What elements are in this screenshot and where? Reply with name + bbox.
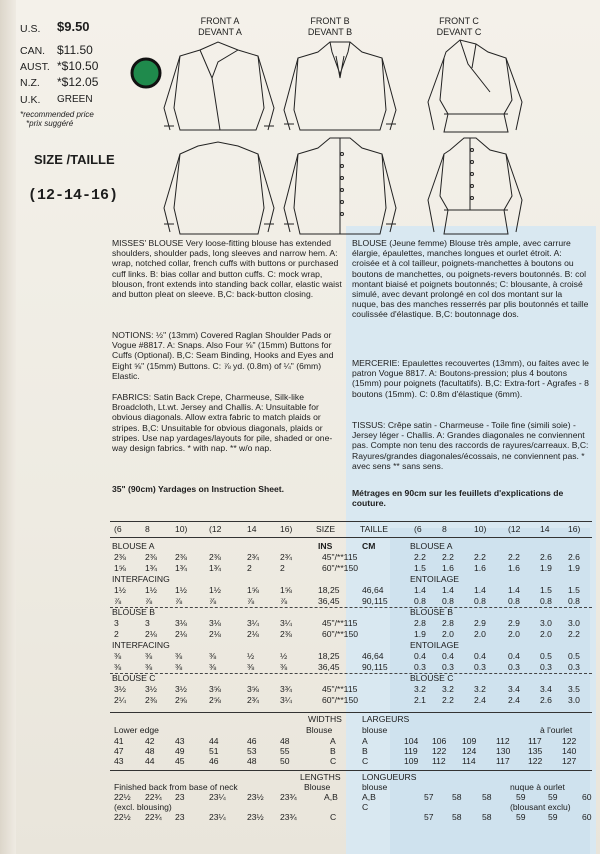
width-label: 45"/**115 [322,618,358,628]
yardage-cell: 3½ [145,684,157,694]
width-cell: 43 [175,736,185,746]
width-label-cm: 90,115 [362,596,388,606]
yardage-cell: 2 [247,563,252,573]
taille-header: 10) [474,524,487,534]
ins-label: INS [318,541,333,551]
width-cell: 53 [247,746,257,756]
metrage-cell: 2.8 [442,618,454,628]
metrage-cell: 2.9 [508,618,520,628]
table-divider [110,673,592,674]
largeur-cell: 112 [496,736,510,746]
blouse-a-front-drawing [164,42,274,130]
largeurs-right: à l'ourlet [540,725,573,735]
largeur-cell: 109 [404,756,419,766]
metrage-cell: 0.4 [414,651,426,661]
largeur-cell: 127 [562,756,577,766]
yardage-cell: 2⅛ [209,629,221,639]
width-cell: 43 [114,756,124,766]
size-range: (12-14-16) [28,187,119,204]
taille-header: 14 [540,524,550,534]
longueur-cell: 58 [482,792,492,802]
yardage-cell: 2 [280,563,285,573]
largeur-cell: 104 [404,736,419,746]
view-letter-fr: B [362,746,368,756]
metrage-cell: 2.0 [442,629,454,639]
taille-header: (6 [414,524,422,534]
yardage-cell: ⅜ [209,662,217,672]
metrage-cell: 2.2 [568,629,580,639]
yardage-cell: 2 [114,629,119,639]
technical-drawings [160,38,580,243]
largeur-cell: 124 [462,746,477,756]
metrage-cell: 0.3 [442,662,454,672]
size-header: 14 [247,524,257,534]
metrage-cell: 2.2 [442,695,454,705]
metrage-cell: 1.4 [474,585,486,595]
metrage-cell: 0.8 [568,596,580,606]
yardage-cell: 1½ [209,585,221,595]
yardage-cell: ⅞ [114,596,122,606]
price-note: *recommended price [20,110,94,119]
metrage-cell: 2.2 [508,552,520,562]
yardage-cell: 2⅛ [145,629,157,639]
yardage-cell: 1½ [175,585,187,595]
widths-title: WIDTHS [308,714,342,724]
size-column-header: SIZE [316,524,336,534]
block-title: BLOUSE B [112,607,155,617]
yardage-cell: ⅜ [175,662,183,672]
yardage-cell: 1⅝ [114,563,126,573]
lengths-desc: Finished back from base of neck [114,782,238,792]
block-title: BLOUSE A [112,541,155,551]
yardage-cell: 1½ [145,585,157,595]
metrage-cell: 2.6 [540,695,552,705]
table-divider [110,537,592,538]
view-letter-fr: C [362,756,369,766]
blouse-a-back-drawing [164,142,274,234]
view-letter: C [330,812,337,822]
metrage-cell: 1.9 [540,563,552,573]
metrage-cell: 3.0 [568,618,580,628]
yardage-cell: 2⅜ [175,552,187,562]
block-title: INTERFACING [112,640,170,650]
view-label-a: FRONT A DEVANT A [198,16,242,37]
width-cell: 48 [280,736,290,746]
metrage-cell: 0.8 [540,596,552,606]
length-cell: 22½ [114,792,131,802]
english-description: MISSES' BLOUSE Very loose-fitting blouse has extended shoulders, shoulder pads, long sleeves and narrow hem. A: wrap, notched collar, french cuffs with buttons or purchased cuff links. B: bias collar and button cuffs. C: mock wrap, blouson, front extends into standing back collar, elastic waist and button pleat on sleeve. B,C: back-button closing. [112,238,342,300]
largeur-cell: 130 [496,746,511,756]
largeur-cell: 140 [562,746,577,756]
largeur-cell: 122 [432,746,447,756]
size-header: 10) [175,524,188,534]
block-title-fr: ENTOILAGE [410,640,460,650]
blouse-b-front-drawing [284,42,396,130]
table-divider [110,521,592,522]
metrage-cell: 1.9 [414,629,426,639]
size-header: (6 [114,524,122,534]
metrage-cell: 2.6 [568,552,580,562]
metrage-cell: 1.6 [442,563,454,573]
lengths-excl: (excl. blousing) [114,802,172,812]
metrage-cell: 2.0 [474,629,486,639]
view-letter-fr: C [362,802,369,812]
width-cell: 49 [175,746,185,756]
length-cell: 23½ [247,792,264,802]
lengths-title: LENGTHS [300,772,341,782]
yardage-cell: ⅜ [114,651,122,661]
yardage-cell: 3⅝ [209,684,221,694]
view-label-c: FRONT C DEVANT C [436,16,482,37]
width-label: 60"/**150 [322,629,359,639]
length-cell: 22¾ [145,792,162,802]
size-header: 16) [280,524,293,534]
price-row: CAN. $11.50 [20,43,93,57]
metrage-cell: 1.6 [474,563,486,573]
width-cell: 41 [114,736,124,746]
longueur-cell: 59 [548,812,558,822]
largeurs-title: LARGEURS [362,714,410,724]
blouse-c-back-drawing [428,138,522,234]
yardage-cell: ⅞ [280,596,288,606]
width-cell: 55 [280,746,290,756]
block-title-fr: BLOUSE B [410,607,453,617]
metrage-cell: 2.2 [414,552,426,562]
taille-header: (12 [508,524,521,534]
width-cell: 48 [145,746,155,756]
longueur-cell: 59 [516,792,526,802]
longueurs-excl: (blousant exclu) [510,802,571,812]
yardage-cell: ⅜ [247,662,255,672]
longueur-cell: 57 [424,792,434,802]
width-cell: 45 [175,756,185,766]
size-header: 8 [145,524,150,534]
width-label-cm: 46,64 [362,585,384,595]
yardage-cell: 1¾ [145,563,157,573]
view-letter: A,B [324,792,338,802]
metrage-cell: 2.4 [474,695,486,705]
width-cell: 46 [209,756,219,766]
view-letter: B [330,746,336,756]
longueur-cell: 59 [548,792,558,802]
longueurs-sub: blouse [362,782,388,792]
width-label: 60"/**150 [322,695,359,705]
length-cell: 23 [175,812,185,822]
metrage-cell: 1.5 [540,585,552,595]
lower-edge-label: Lower edge [114,725,159,735]
yardage-cell: 2¾ [280,552,292,562]
width-label: 18,25 [318,585,340,595]
view-letter-fr: A,B [362,792,376,802]
yardage-cell: 3½ [114,684,126,694]
metrage-cell: 0.8 [442,596,454,606]
largeur-cell: 122 [562,736,577,746]
block-title-fr: BLOUSE A [410,541,453,551]
yardage-cell: 2⅛ [247,629,259,639]
block-title-fr: ENTOILAGE [410,574,460,584]
longueur-cell: 60 [582,792,592,802]
yardage-cell: ½ [247,651,255,661]
yardage-cell: 3¼ [280,618,292,628]
metrage-cell: 1.9 [568,563,580,573]
yardage-cell: 3½ [175,684,187,694]
yardage-cell: 2¼ [114,695,126,705]
metrage-cell: 2.2 [474,552,486,562]
blouse-c-front-drawing [428,40,522,132]
french-mercerie: MERCERIE: Epaulettes recouvertes (13mm), ou faites avec le patron Vogue 8817. A: Boutons-pression; plus 4 boutons (15mm) pour poignets (facultatifs). B,C: Extra-fort - Agrafes - 8 boutons (15mm). C: 0.8m d'élastique (6mm). [352,358,589,399]
metrage-cell: 2.0 [540,629,552,639]
metrage-cell: 2.9 [474,618,486,628]
yardage-cell: 1¾ [175,563,187,573]
taille-column-header: TAILLE [360,524,389,534]
size-header: (12 [209,524,222,534]
metrage-cell: 3.0 [540,618,552,628]
metrage-cell: 3.2 [474,684,486,694]
longueur-cell: 60 [582,812,592,822]
yardage-cell: ⅞ [145,596,153,606]
length-cell: 23¾ [280,812,297,822]
largeur-cell: 135 [528,746,543,756]
metrage-cell: 0.3 [508,662,520,672]
width-cell: 50 [280,756,290,766]
size-title: SIZE /TAILLE [34,152,115,167]
yardage-cell: 3⅝ [247,684,259,694]
yardage-cell: 1¾ [209,563,221,573]
metrage-cell: 1.4 [442,585,454,595]
largeur-cell: 106 [432,736,447,746]
view-label-b: FRONT B DEVANT B [307,16,353,37]
price-note-fr: *prix suggéré [26,119,74,128]
yardage-cell: 2⅜ [280,629,292,639]
metrage-cell: 3.0 [568,695,580,705]
width-label-cm: 46,64 [362,651,384,661]
width-cell: 44 [145,756,155,766]
width-label: 36,45 [318,662,340,672]
yardage-cell: ⅞ [209,596,217,606]
length-cell: 22½ [114,812,131,822]
metrage-cell: 0.3 [474,662,486,672]
yardage-cell: ⅜ [114,662,122,672]
english-notions: NOTIONS: ½" (13mm) Covered Raglan Shoulder Pads or Vogue #8817. A: Snaps. Also Four ⅝" (15mm) Buttons for Cuffs (Optional). B,C: Seam Binding, Hooks and Eyes and Eight ⅝" (15mm) Buttons. C: ⅞ yd. (0.8m) of ¼" (6mm) Elastic. [112,330,334,381]
metrage-cell: 2.4 [508,695,520,705]
metrage-cell: 0.8 [474,596,486,606]
width-label: 18,25 [318,651,340,661]
longueurs-title: LONGUEURS [362,772,417,782]
metrage-cell: 1.4 [508,585,520,595]
width-cell: 46 [247,736,257,746]
metrage-cell: 3.5 [568,684,580,694]
price-row: AUST. *$10.50 [20,59,99,73]
yardage-cell: 3¾ [280,684,292,694]
largeur-cell: 117 [496,756,510,766]
yardage-cell: 3 [145,618,150,628]
largeur-cell: 112 [432,756,446,766]
price-row: U.K. GREEN [20,94,93,106]
yardage-cell: 3⅛ [175,618,187,628]
yardage-cell: 1⅝ [247,585,259,595]
view-letter: C [330,756,337,766]
yardage-cell: ⅞ [175,596,183,606]
metrage-cell: 2.0 [508,629,520,639]
metrage-cell: 3.2 [414,684,426,694]
metrage-cell: 1.4 [414,585,426,595]
green-sticker-icon [129,56,163,90]
yardage-cell: ⅜ [145,662,153,672]
yardage-cell: 2⅜ [114,552,126,562]
metrage-cell: 2.2 [442,552,454,562]
metrage-cell: 3.4 [540,684,552,694]
yardage-cell: 2⅜ [209,552,221,562]
metrage-cell: 0.5 [568,651,580,661]
yardage-cell: ⅜ [280,662,288,672]
width-label-cm: 90,115 [362,662,388,672]
metrage-cell: 0.4 [474,651,486,661]
blouse-b-back-drawing [284,138,396,234]
width-label: 60"/**150 [322,563,359,573]
width-cell: 47 [114,746,124,756]
metrage-cell: 0.8 [508,596,520,606]
price-row: U.S. $9.50 [20,19,90,35]
width-cell: 48 [247,756,257,766]
metrage-cell: 0.3 [414,662,426,672]
metrage-cell: 1.5 [414,563,426,573]
yardage-cell: 2⅜ [145,695,157,705]
yardage-cell: 1½ [114,585,126,595]
metrage-cell: 1.6 [508,563,520,573]
price-row: N.Z. *$12.05 [20,75,99,89]
metrage-cell: 0.3 [568,662,580,672]
largeur-cell: 119 [404,746,418,756]
longueur-cell: 58 [482,812,492,822]
metrage-cell: 0.5 [540,651,552,661]
taille-header: 8 [442,524,447,534]
block-title-fr: BLOUSE C [410,673,454,683]
yardage-cell: 2⅛ [175,629,187,639]
largeur-cell: 109 [462,736,477,746]
longueur-cell: 58 [452,812,462,822]
yardage-cell: 2⅜ [145,552,157,562]
yardage-cell: 3¼ [247,618,259,628]
metrage-cell: 0.4 [442,651,454,661]
metrage-cell: 1.5 [568,585,580,595]
french-metrages: Métrages en 90cm sur les feuillets d'explications de couture. [352,488,564,509]
width-cell: 44 [209,736,219,746]
yardage-cell: 2⅝ [175,695,187,705]
yardage-cell: ⅜ [209,651,217,661]
block-title: INTERFACING [112,574,170,584]
yardage-cell: ⅜ [175,651,183,661]
largeur-cell: 114 [462,756,476,766]
table-divider [110,770,592,771]
table-divider [110,607,592,608]
metrage-cell: 2.1 [414,695,426,705]
yardage-cell: 2¾ [247,695,259,705]
widths-sub: Blouse [306,725,333,735]
length-cell: 23¼ [209,792,226,802]
metrage-cell: 2.8 [414,618,426,628]
yardage-cell: 3⅛ [209,618,221,628]
cm-label: CM [362,541,376,551]
length-cell: 23¾ [280,792,297,802]
yardage-cell: ⅞ [247,596,255,606]
largeurs-sub: blouse [362,725,388,735]
view-letter-fr: A [362,736,368,746]
metrage-cell: 2.6 [540,552,552,562]
yardage-cell: 1⅝ [280,585,292,595]
metrage-cell: 0.4 [508,651,520,661]
length-cell: 23½ [247,812,264,822]
width-cell: 42 [145,736,155,746]
metrage-cell: 3.2 [442,684,454,694]
block-title: BLOUSE C [112,673,156,683]
longueur-cell: 59 [516,812,526,822]
yardage-cell: 2¾ [247,552,259,562]
metrage-cell: 3.4 [508,684,520,694]
metrage-cell: 0.8 [414,596,426,606]
width-label: 45"/**115 [322,552,358,562]
english-yardages: 35" (90cm) Yardages on Instruction Sheet. [112,484,285,494]
width-label: 45"/**115 [322,684,358,694]
length-cell: 23 [175,792,185,802]
table-divider [110,712,592,713]
yardage-cell: 2⅝ [209,695,221,705]
longueur-cell: 58 [452,792,462,802]
longueur-cell: 57 [424,812,434,822]
largeur-cell: 122 [528,756,543,766]
length-cell: 23¼ [209,812,226,822]
longueurs-right: nuque à ourlet [510,782,565,792]
yardage-cell: 3¼ [280,695,292,705]
length-cell: 22¾ [145,812,162,822]
width-label: 36,45 [318,596,340,606]
english-fabrics: FABRICS: Satin Back Crepe, Charmeuse, Silk-like Broadcloth, Lt.wt. Jersey and Challis. A: Unsuitable for obvious diagonals. Allow extra fabric to match plaids or stripes. B,C: Unsuitable for obvious diagonals, plaids or stripes. Use nap yardages/layouts for pile, shaded or one-way design fabrics. * with nap. ** w/o nap. [112,392,333,454]
yardage-cell: ⅜ [145,651,153,661]
yardage-cell: 3 [114,618,119,628]
lengths-sub: Blouse [304,782,331,792]
french-tissus: TISSUS: Crêpe satin - Charmeuse - Toile fine (simili soie) - Jersey léger - Challis. A: Grandes diagonales ne conviennent pas. Compte non tenu des raccords de rayures/carreaux. B,C: Rayures/grandes diagonales/écossais, ne conviennent pas. * avec sens ** sans sens. [352,420,589,471]
view-letter: A [330,736,336,746]
width-cell: 51 [209,746,219,756]
taille-header: 16) [568,524,581,534]
yardage-cell: ½ [280,651,288,661]
metrage-cell: 0.3 [540,662,552,672]
french-description: BLOUSE (Jeune femme) Blouse très ample, avec carrure élargie, épaulettes, manches longues et ourlet étroit. A: croisée et à col tailleur, poignets-manchettes à boutons ou boutons de manchettes, ou poignets-revers boutonnés. B: col montant biaisé et poignets boutonnés; C: blousante, à croisé simulé, avec devant prolongé en col dos montant sur la nuque, bas des manches resserrés par plis boutonnés et taille coulissée d'élastique. B,C: boutonnage dos. [352,238,589,320]
largeur-cell: 117 [528,736,542,746]
page-fold-shadow [0,0,16,854]
